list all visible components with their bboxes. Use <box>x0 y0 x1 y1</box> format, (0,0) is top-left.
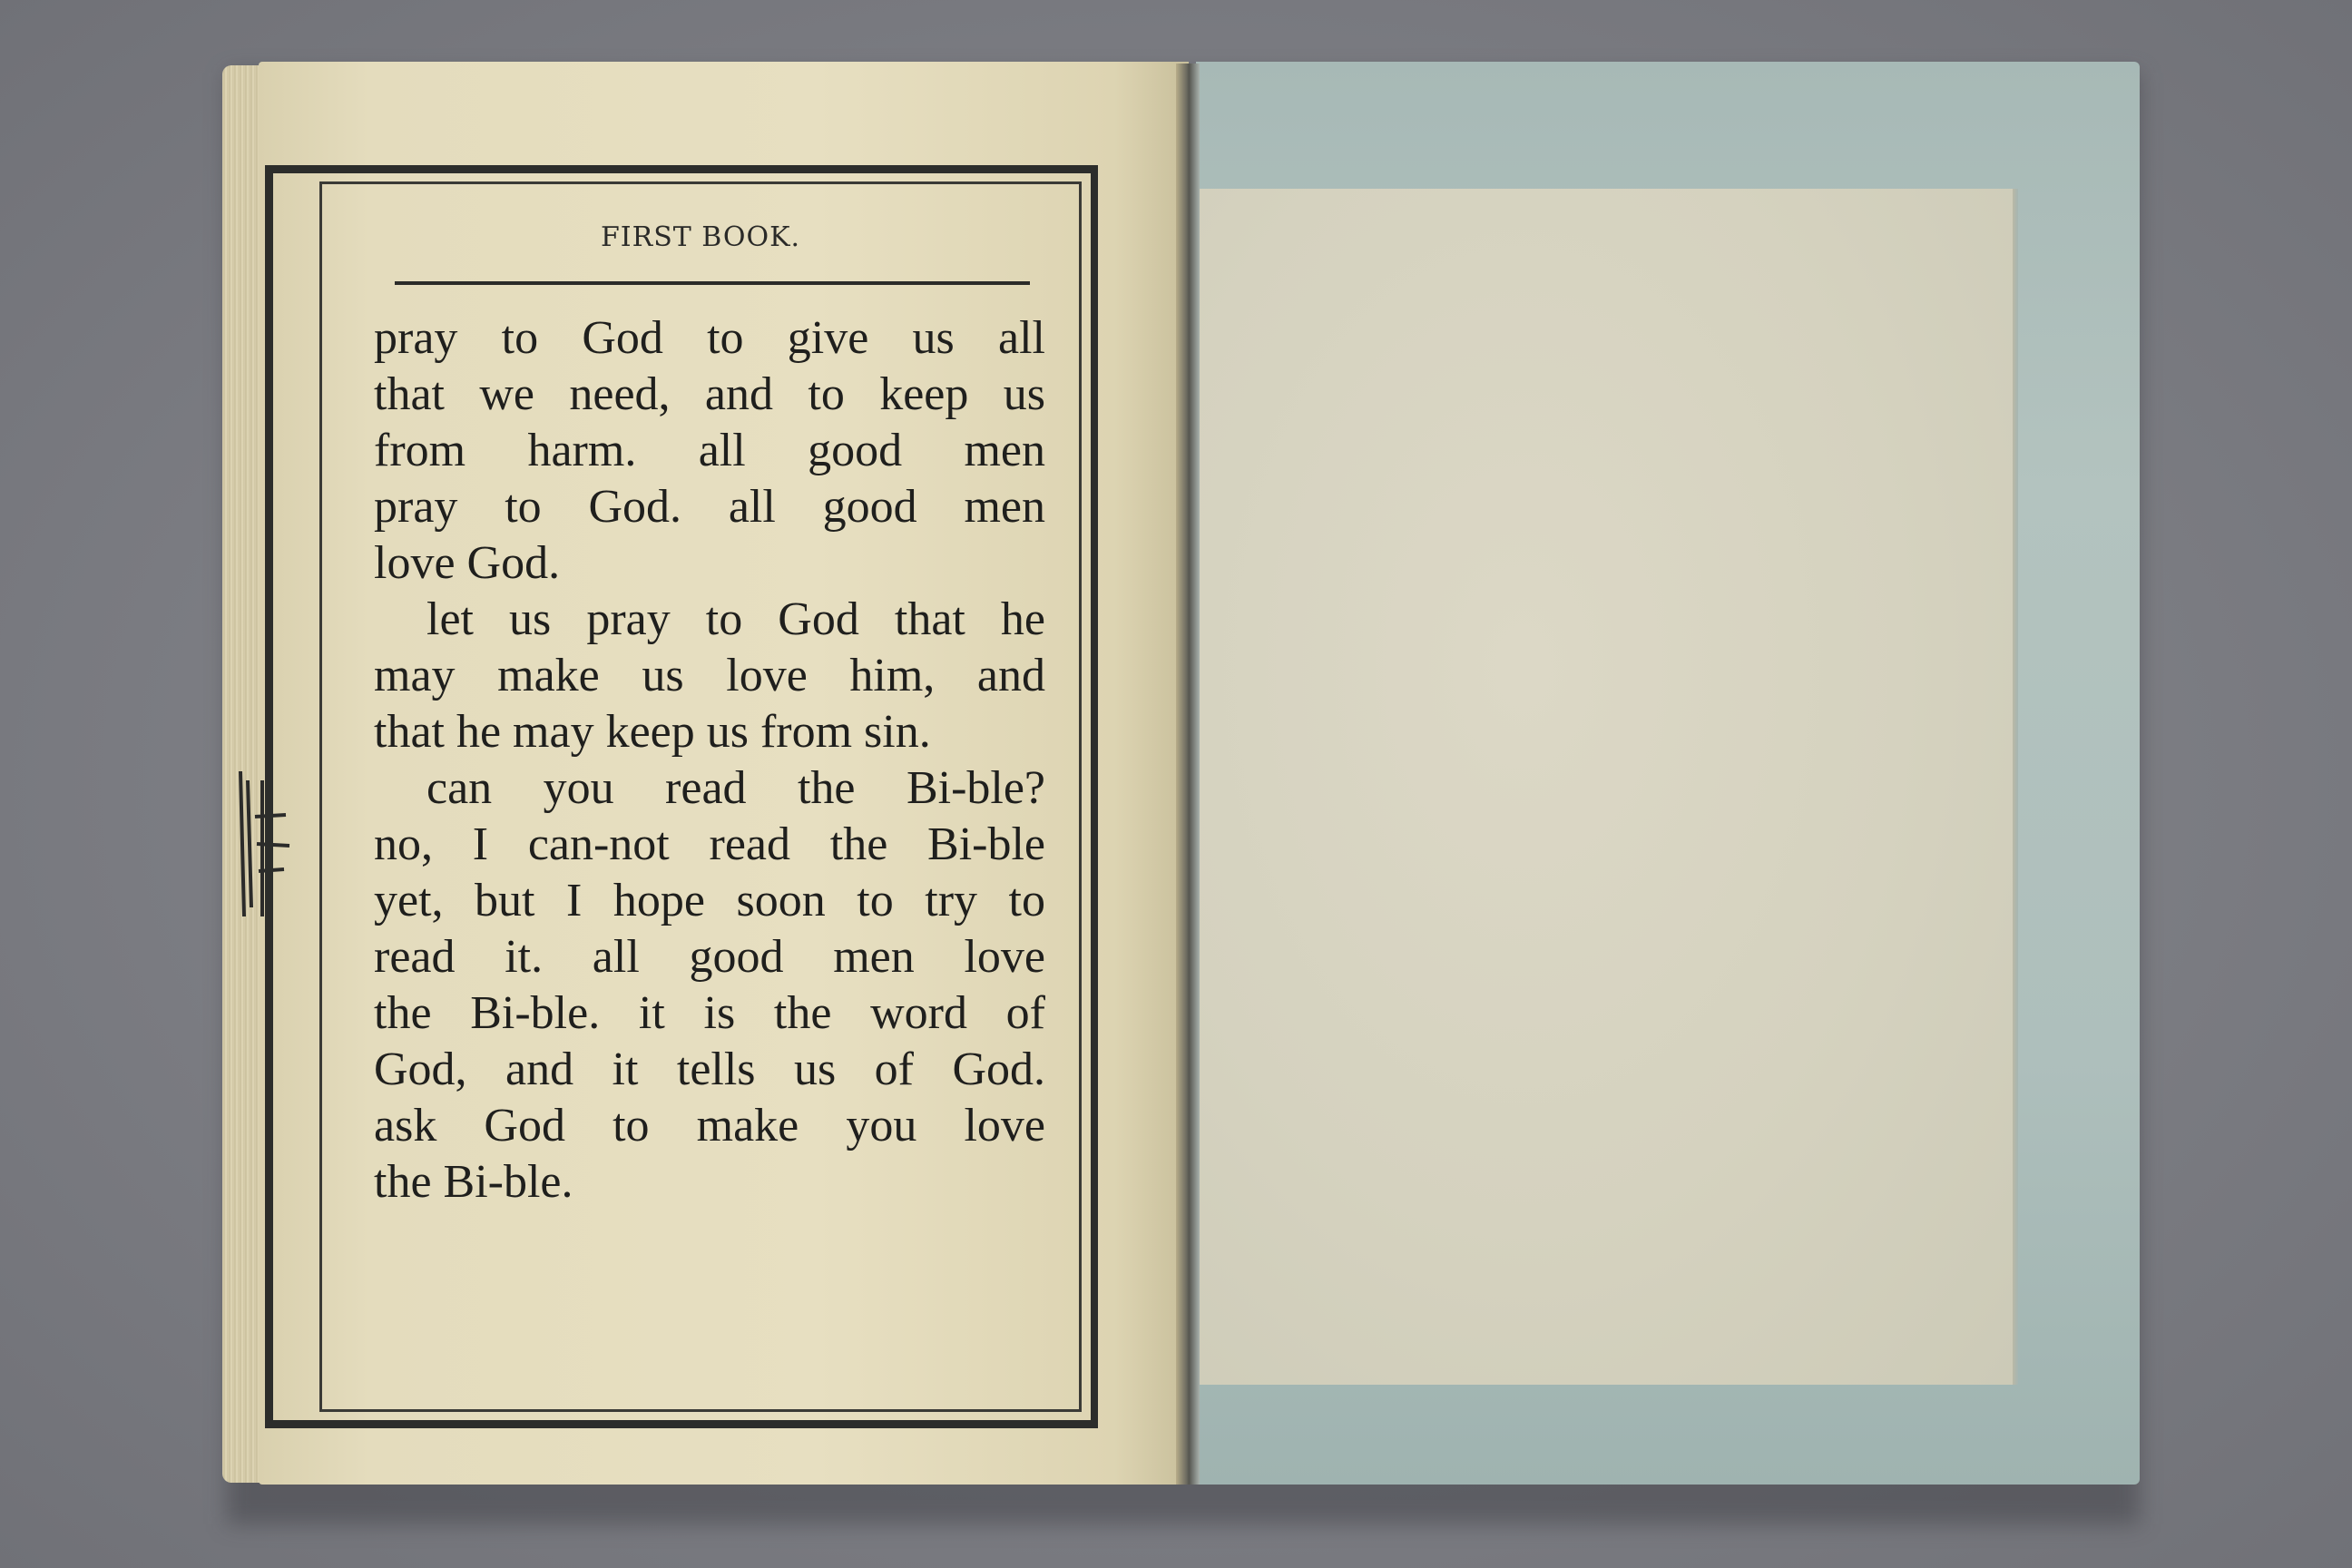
text-line: love God. <box>374 537 561 589</box>
book-gutter <box>1176 64 1200 1485</box>
paragraph <box>374 760 1045 1210</box>
text-line: the Bi-ble. it is the word of <box>374 987 1045 1039</box>
text-line: from harm. all good men <box>374 425 1045 476</box>
text-line: read it. all good men love <box>374 931 1045 983</box>
header-rule <box>395 281 1030 285</box>
endpaper-edge <box>2013 189 2018 1385</box>
text-line: may make us love him, and <box>374 650 1045 701</box>
text-line: the Bi-ble. <box>374 1156 573 1208</box>
right-page-endpaper <box>1196 189 2013 1385</box>
text-line: pray to God to give us all <box>374 312 1045 364</box>
text-line: can you read the Bi-ble? <box>426 762 1045 814</box>
text-line: pray to God. all good men <box>374 481 1045 533</box>
text-line: that he may keep us from sin. <box>374 706 931 758</box>
text-line: no, I can-not read the Bi-ble <box>374 818 1045 870</box>
text-line: yet, but I hope soon to try to <box>374 875 1045 926</box>
text-line: let us pray to God that he <box>426 593 1045 645</box>
text-line: God, and it tells us of God. <box>374 1044 1045 1095</box>
paragraph <box>374 592 1045 760</box>
running-head: FIRST BOOK. <box>600 221 801 253</box>
text-line: that we need, and to keep us <box>374 368 1045 420</box>
text-line: ask God to make you love <box>374 1100 1045 1152</box>
page-text <box>374 310 1045 1210</box>
paragraph <box>374 310 1045 592</box>
